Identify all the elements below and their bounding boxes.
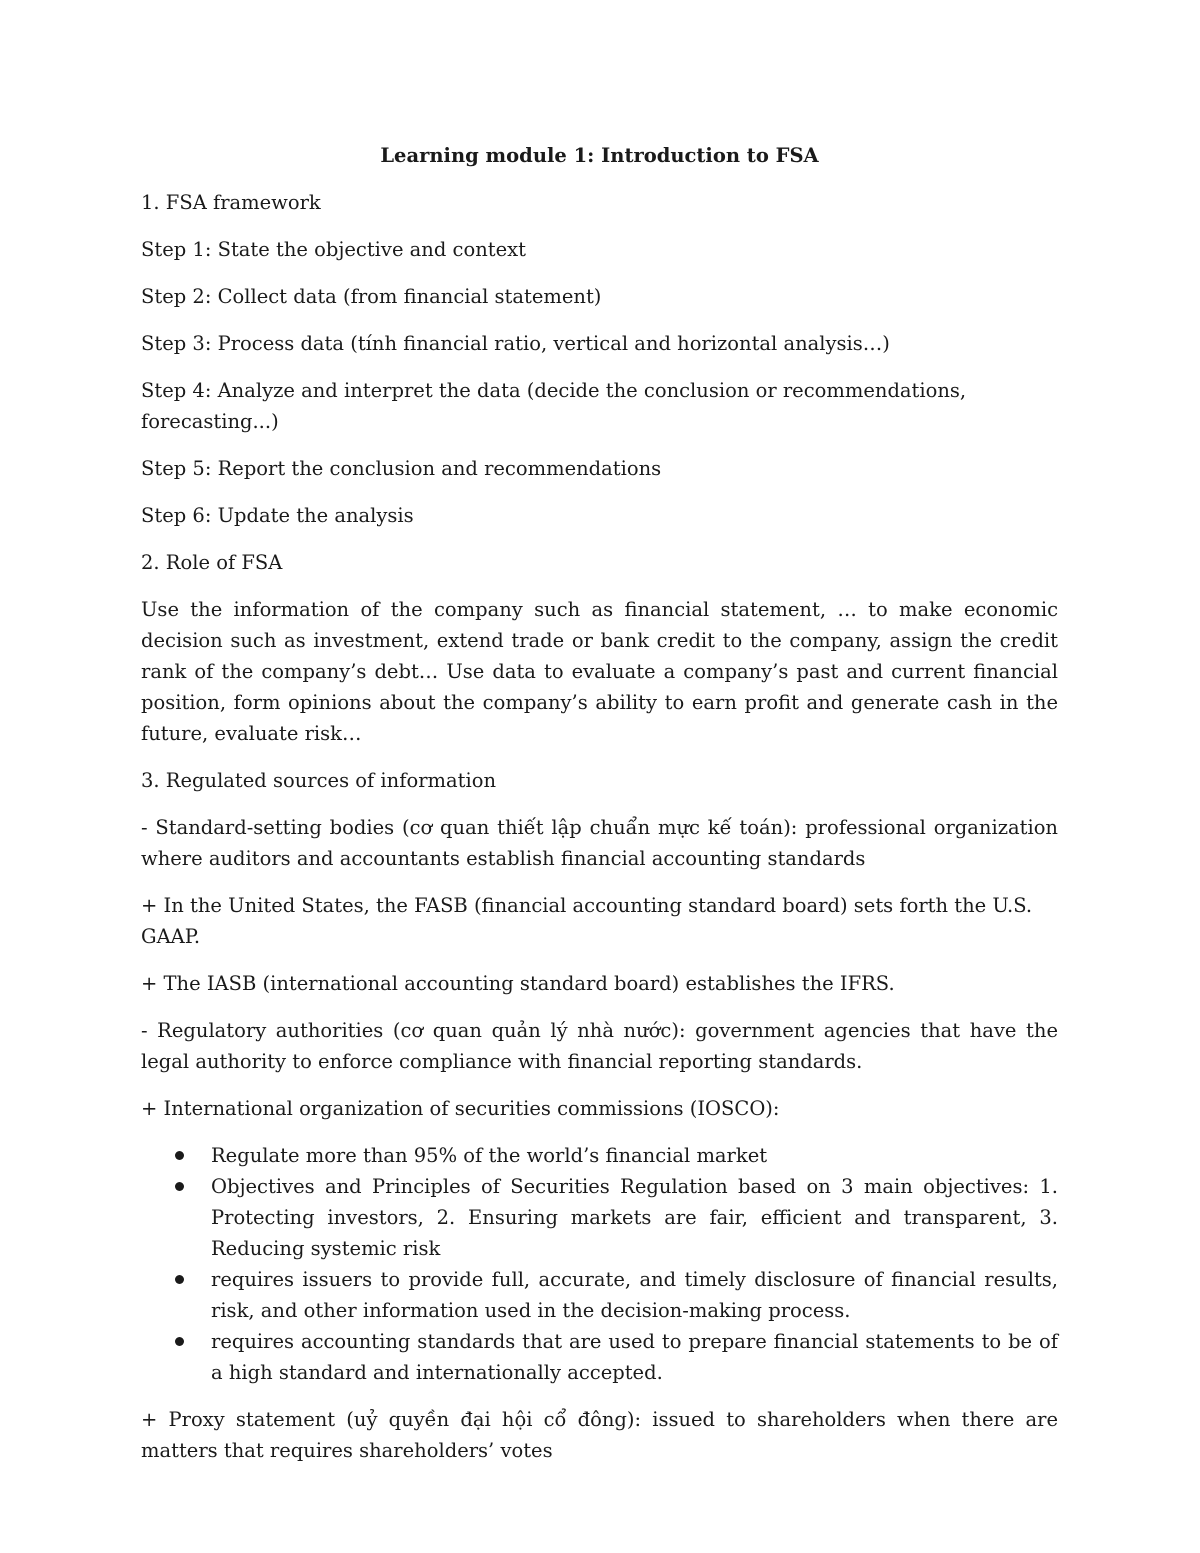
section-heading-role: 2. Role of FSA <box>141 551 283 574</box>
document-title: Learning module 1: Introduction to FSA <box>380 144 819 167</box>
list-item-text: requires accounting standards that are used to prepare financial statements to be of a high standard and internationally accepted. <box>211 1330 1058 1384</box>
iosco-bullet-list <box>141 1140 1058 1388</box>
section-heading-framework: 1. FSA framework <box>141 191 321 214</box>
fasb-paragraph: + In the United States, the FASB (financial accounting standard board) sets forth the U.S. GAAP. <box>141 894 1033 948</box>
step-4: Step 4: Analyze and interpret the data (decide the conclusion or recommendations, forecasting...) <box>141 379 967 433</box>
standard-setting-paragraph: - Standard-setting bodies (cơ quan thiết lập chuẩn mực kế toán): professional organization where auditors and accountants establish financial accounting standards <box>141 816 1058 870</box>
bullet-icon <box>175 1275 184 1284</box>
section-heading-sources: 3. Regulated sources of information <box>141 769 496 792</box>
step-3: Step 3: Process data (tính financial ratio, vertical and horizontal analysis…) <box>141 332 890 355</box>
iosco-paragraph: + International organization of securities commissions (IOSCO): <box>141 1097 780 1120</box>
step-5: Step 5: Report the conclusion and recommendations <box>141 457 662 480</box>
role-paragraph: Use the information of the company such as financial statement, … to make economic decision such as investment, extend trade or bank credit to the company, assign the credit rank of the company’s debt… Use data to evaluate a company’s past and current financial position, form opinions about the company’s ability to earn profit and generate cash in the future, evaluate risk… <box>141 598 1058 745</box>
bullet-icon <box>175 1151 184 1160</box>
step-2: Step 2: Collect data (from financial statement) <box>141 285 602 308</box>
bullet-icon <box>175 1182 184 1191</box>
step-6: Step 6: Update the analysis <box>141 504 414 527</box>
regulatory-paragraph: - Regulatory authorities (cơ quan quản lý nhà nước): government agencies that have the legal authority to enforce compliance with financial reporting standards. <box>141 1019 1058 1073</box>
list-item <box>211 1326 1058 1388</box>
list-item-text: Regulate more than 95% of the world’s financial market <box>211 1144 768 1167</box>
document-body <box>141 140 1058 1482</box>
iasb-paragraph: + The IASB (international accounting standard board) establishes the IFRS. <box>141 972 895 995</box>
list-item <box>211 1264 1058 1326</box>
list-item-text: Objectives and Principles of Securities Regulation based on 3 main objectives: 1. Protecting investors, 2. Ensuring markets are fair, efficient and transparent, 3. Reducing systemic risk <box>211 1175 1058 1260</box>
proxy-statement-paragraph: + Proxy statement (uỷ quyền đại hội cổ đông): issued to shareholders when there are matters that requires shareholders’ votes <box>141 1408 1058 1462</box>
list-item <box>211 1140 1058 1171</box>
list-item-text: requires issuers to provide full, accurate, and timely disclosure of financial results, risk, and other information used in the decision-making process. <box>211 1268 1058 1322</box>
step-1: Step 1: State the objective and context <box>141 238 526 261</box>
bullet-icon <box>175 1337 184 1346</box>
list-item <box>211 1171 1058 1264</box>
